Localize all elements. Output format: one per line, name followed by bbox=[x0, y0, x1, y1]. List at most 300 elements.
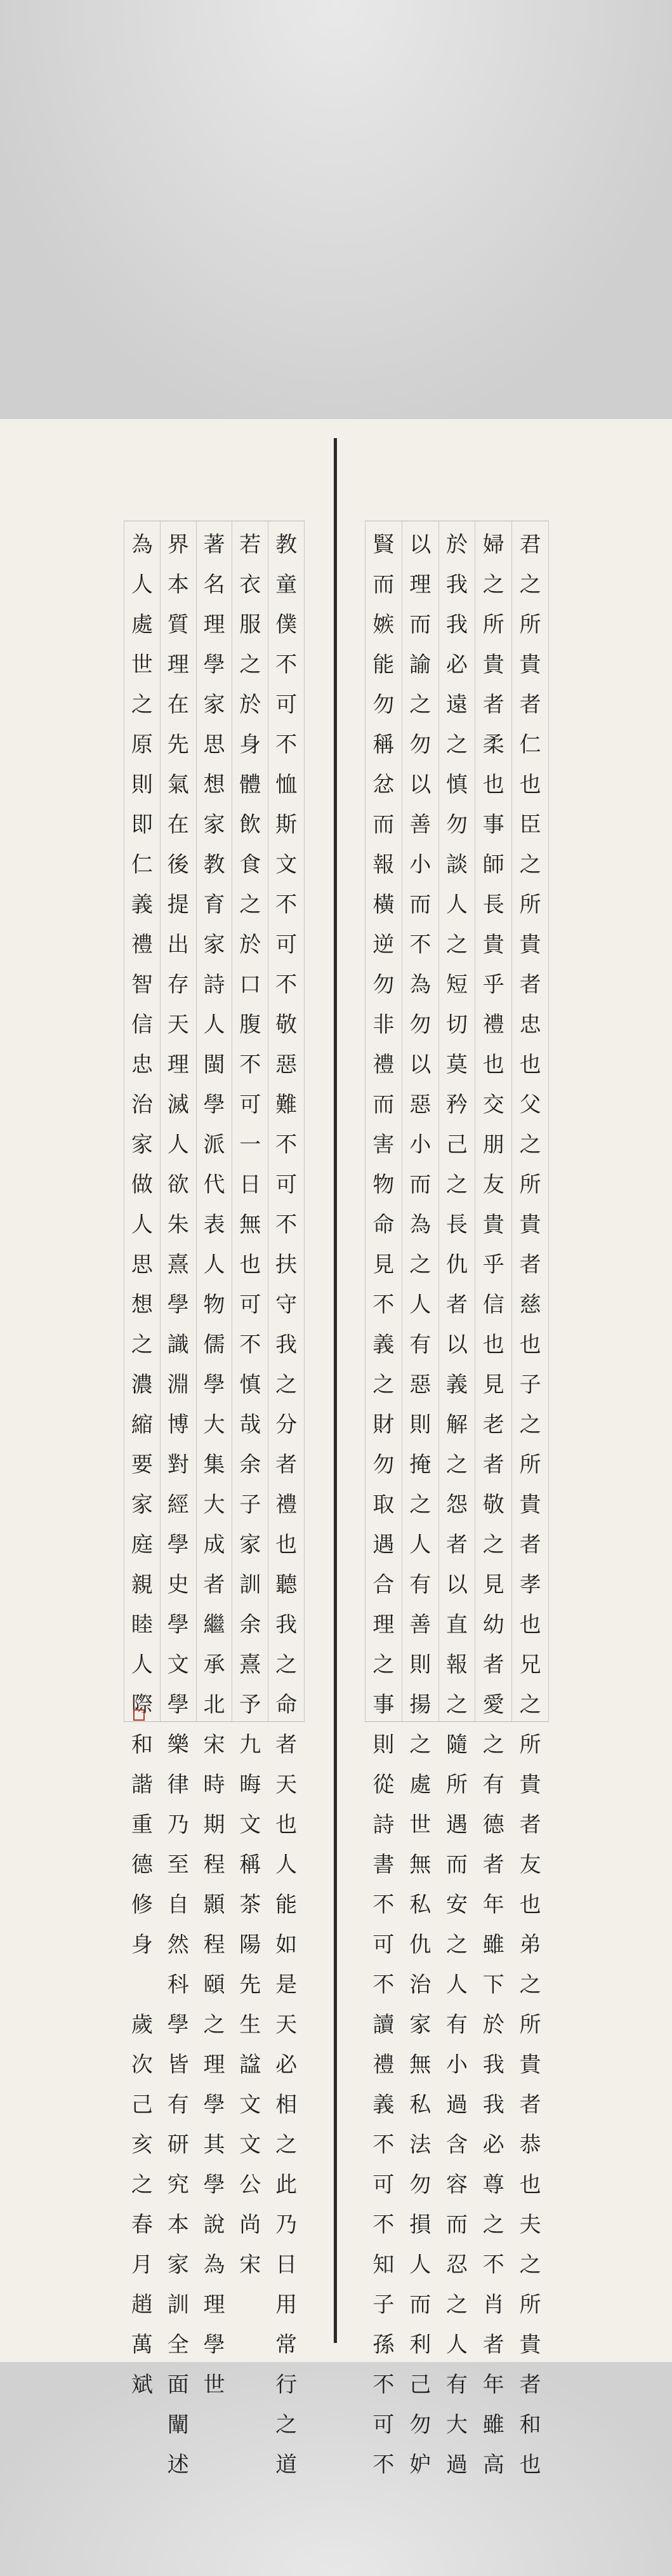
calligraphy-character: 頤 bbox=[203, 1972, 225, 1998]
calligraphy-character: 勿 bbox=[409, 732, 432, 757]
calligraphy-character: 生 bbox=[239, 2012, 261, 2038]
calligraphy-character: 童 bbox=[275, 572, 298, 597]
calligraphy-character: 所 bbox=[519, 892, 541, 918]
calligraphy-character: 有 bbox=[409, 1332, 432, 1358]
calligraphy-character: 原 bbox=[131, 732, 153, 757]
calligraphy-character: 而 bbox=[372, 572, 395, 597]
calligraphy-character: 者 bbox=[519, 1812, 541, 1838]
calligraphy-character: 宋 bbox=[239, 2252, 261, 2278]
calligraphy-character: 究 bbox=[167, 2172, 189, 2198]
calligraphy-character: 所 bbox=[519, 1172, 541, 1198]
calligraphy-character: 學 bbox=[203, 652, 225, 677]
calligraphy-character: 臣 bbox=[519, 812, 541, 838]
calligraphy-character: 兄 bbox=[519, 1652, 541, 1678]
calligraphy-character: 律 bbox=[167, 1772, 189, 1798]
calligraphy-character: 必 bbox=[482, 2132, 504, 2158]
calligraphy-character: 世 bbox=[203, 2372, 225, 2398]
calligraphy-character: 人 bbox=[446, 2332, 468, 2358]
calligraphy-character: 必 bbox=[275, 2052, 298, 2078]
calligraphy-character: 為 bbox=[131, 532, 153, 557]
calligraphy-character: 嫉 bbox=[372, 612, 395, 637]
calligraphy-character: 家 bbox=[203, 932, 225, 958]
calligraphy-character: 子 bbox=[372, 2292, 395, 2318]
calligraphy-character: 之 bbox=[131, 692, 153, 717]
calligraphy-character: 人 bbox=[131, 1652, 153, 1678]
calligraphy-character: 欲 bbox=[167, 1172, 189, 1198]
calligraphy-character: 之 bbox=[446, 732, 468, 757]
calligraphy-character: 無 bbox=[239, 1212, 261, 1238]
calligraphy-character: 善 bbox=[409, 812, 432, 838]
calligraphy-character: 禮 bbox=[131, 932, 153, 958]
calligraphy-character: 之 bbox=[446, 1452, 468, 1478]
calligraphy-character: 可 bbox=[275, 932, 298, 958]
calligraphy-character: 學 bbox=[203, 1372, 225, 1398]
calligraphy-character: 長 bbox=[446, 1212, 468, 1238]
calligraphy-character: 可 bbox=[372, 2172, 395, 2198]
calligraphy-character: 橫 bbox=[372, 892, 395, 918]
calligraphy-character: 之 bbox=[275, 2132, 298, 2158]
calligraphy-character: 訓 bbox=[239, 1572, 261, 1598]
calligraphy-character: 所 bbox=[519, 2012, 541, 2038]
calligraphy-character: 者 bbox=[203, 1572, 225, 1598]
calligraphy-character: 此 bbox=[275, 2172, 298, 2198]
calligraphy-character: 小 bbox=[409, 852, 432, 878]
calligraphy-character: 庭 bbox=[131, 1532, 153, 1558]
calligraphy-character: 不 bbox=[275, 1212, 298, 1238]
calligraphy-character: 訓 bbox=[167, 2292, 189, 2318]
calligraphy-character: 愛 bbox=[482, 1692, 504, 1718]
calligraphy-character: 之 bbox=[519, 1972, 541, 1998]
calligraphy-character: 忠 bbox=[131, 1052, 153, 1078]
calligraphy-character: 理 bbox=[203, 2052, 225, 2078]
calligraphy-character: 不 bbox=[372, 2212, 395, 2238]
calligraphy-character: 而 bbox=[372, 812, 395, 838]
calligraphy-character: 可 bbox=[275, 692, 298, 717]
calligraphy-character: 重 bbox=[131, 1812, 153, 1838]
calligraphy-character: 貴 bbox=[519, 652, 541, 677]
calligraphy-character: 友 bbox=[482, 1172, 504, 1198]
calligraphy-character: 之 bbox=[519, 1132, 541, 1158]
calligraphy-character: 春 bbox=[131, 2212, 153, 2238]
calligraphy-character: 子 bbox=[519, 1372, 541, 1398]
calligraphy-character: 學 bbox=[167, 1612, 189, 1638]
calligraphy-character: 本 bbox=[167, 572, 189, 597]
calligraphy-character: 身 bbox=[131, 1932, 153, 1958]
calligraphy-character: 無 bbox=[409, 1852, 432, 1878]
calligraphy-character: 於 bbox=[239, 692, 261, 717]
calligraphy-character: 見 bbox=[372, 1252, 395, 1278]
calligraphy-character: 於 bbox=[482, 2012, 504, 2038]
calligraphy-character: 趙 bbox=[131, 2292, 153, 2318]
calligraphy-character: 而 bbox=[409, 892, 432, 918]
calligraphy-character: 不 bbox=[372, 1292, 395, 1318]
calligraphy-character: 揚 bbox=[409, 1692, 432, 1718]
calligraphy-character: 私 bbox=[409, 1892, 432, 1918]
calligraphy-character: 哉 bbox=[239, 1412, 261, 1438]
calligraphy-character: 則 bbox=[372, 1732, 395, 1758]
calligraphy-character: 而 bbox=[372, 1092, 395, 1118]
calligraphy-character: 從 bbox=[372, 1772, 395, 1798]
calligraphy-character: 者 bbox=[519, 2092, 541, 2118]
calligraphy-character: 貴 bbox=[519, 932, 541, 958]
calligraphy-character: 亥 bbox=[131, 2132, 153, 2158]
calligraphy-character: 乃 bbox=[275, 2212, 298, 2238]
calligraphy-character: 難 bbox=[275, 1092, 298, 1118]
calligraphy-character: 不 bbox=[372, 2372, 395, 2398]
calligraphy-character: 學 bbox=[203, 2172, 225, 2198]
calligraphy-character: 不 bbox=[372, 2132, 395, 2158]
calligraphy-character: 學 bbox=[203, 1092, 225, 1118]
calligraphy-character: 談 bbox=[446, 852, 468, 878]
calligraphy-character: 理 bbox=[203, 612, 225, 637]
calligraphy-character: 之 bbox=[519, 852, 541, 878]
calligraphy-character: 即 bbox=[131, 812, 153, 838]
calligraphy-character: 者 bbox=[482, 1452, 504, 1478]
calligraphy-character: 之 bbox=[446, 2292, 468, 2318]
calligraphy-character: 之 bbox=[519, 1692, 541, 1718]
calligraphy-character: 者 bbox=[446, 1532, 468, 1558]
calligraphy-character: 義 bbox=[446, 1372, 468, 1398]
calligraphy-character: 矜 bbox=[446, 1092, 468, 1118]
calligraphy-character: 書 bbox=[372, 1852, 395, 1878]
calligraphy-character: 長 bbox=[482, 892, 504, 918]
calligraphy-character: 貴 bbox=[519, 1492, 541, 1518]
calligraphy-character: 也 bbox=[239, 1252, 261, 1278]
calligraphy-character: 是 bbox=[275, 1972, 298, 1998]
calligraphy-character: 親 bbox=[131, 1572, 153, 1598]
calligraphy-character: 口 bbox=[239, 972, 261, 998]
calligraphy-character: 如 bbox=[275, 1932, 298, 1958]
calligraphy-character: 者 bbox=[519, 692, 541, 717]
calligraphy-character: 惡 bbox=[409, 1092, 432, 1118]
calligraphy-character: 予 bbox=[239, 1692, 261, 1718]
calligraphy-character: 家 bbox=[203, 692, 225, 717]
calligraphy-character: 乎 bbox=[482, 972, 504, 998]
calligraphy-character: 惡 bbox=[275, 1052, 298, 1078]
calligraphy-character: 之 bbox=[203, 2012, 225, 2038]
calligraphy-character: 詩 bbox=[203, 972, 225, 998]
calligraphy-character: 程 bbox=[203, 1852, 225, 1878]
calligraphy-character: 之 bbox=[372, 1372, 395, 1398]
calligraphy-character: 直 bbox=[446, 1612, 468, 1638]
calligraphy-character: 述 bbox=[167, 2452, 189, 2478]
calligraphy-character: 短 bbox=[446, 972, 468, 998]
calligraphy-character: 稱 bbox=[239, 1852, 261, 1878]
calligraphy-character: 文 bbox=[275, 852, 298, 878]
calligraphy-character: 表 bbox=[203, 1212, 225, 1238]
calligraphy-character: 之 bbox=[446, 1932, 468, 1958]
calligraphy-character: 人 bbox=[446, 1972, 468, 1998]
calligraphy-character: 之 bbox=[409, 692, 432, 717]
calligraphy-character: 勿 bbox=[372, 1452, 395, 1478]
calligraphy-character: 容 bbox=[446, 2172, 468, 2198]
calligraphy-character: 和 bbox=[519, 2412, 541, 2438]
calligraphy-character: 我 bbox=[482, 2092, 504, 2118]
calligraphy-character: 程 bbox=[203, 1932, 225, 1958]
calligraphy-character: 禮 bbox=[482, 1012, 504, 1038]
calligraphy-character: 承 bbox=[203, 1652, 225, 1678]
calligraphy-character: 財 bbox=[372, 1412, 395, 1438]
text-column bbox=[160, 521, 196, 2478]
calligraphy-character: 熹 bbox=[239, 1652, 261, 1678]
calligraphy-character: 學 bbox=[167, 1292, 189, 1318]
calligraphy-character: 其 bbox=[203, 2132, 225, 2158]
calligraphy-character: 飲 bbox=[239, 812, 261, 838]
calligraphy-character: 日 bbox=[275, 2252, 298, 2278]
calligraphy-character: 際 bbox=[131, 1692, 153, 1718]
calligraphy-character: 仁 bbox=[131, 852, 153, 878]
calligraphy-character: 面 bbox=[167, 2372, 189, 2398]
calligraphy-character: 者 bbox=[275, 1732, 298, 1758]
calligraphy-character: 德 bbox=[482, 1812, 504, 1838]
calligraphy-character: 世 bbox=[409, 1812, 432, 1838]
calligraphy-character: 婦 bbox=[482, 532, 504, 557]
calligraphy-character: 熹 bbox=[167, 1252, 189, 1278]
calligraphy-character: 仁 bbox=[519, 732, 541, 757]
calligraphy-character: 思 bbox=[131, 1252, 153, 1278]
calligraphy-character: 也 bbox=[482, 772, 504, 797]
calligraphy-character: 人 bbox=[409, 1292, 432, 1318]
calligraphy-character: 忍 bbox=[446, 2252, 468, 2278]
calligraphy-character: 守 bbox=[275, 1292, 298, 1318]
calligraphy-character: 勿 bbox=[409, 2412, 432, 2438]
calligraphy-character: 處 bbox=[409, 1772, 432, 1798]
calligraphy-character: 若 bbox=[239, 532, 261, 557]
calligraphy-character: 成 bbox=[203, 1532, 225, 1558]
calligraphy-character: 也 bbox=[519, 2172, 541, 2198]
calligraphy-character: 取 bbox=[372, 1492, 395, 1518]
calligraphy-character: 者 bbox=[519, 2372, 541, 2398]
calligraphy-character: 識 bbox=[167, 1332, 189, 1358]
calligraphy-character: 不 bbox=[275, 892, 298, 918]
calligraphy-character: 人 bbox=[203, 1012, 225, 1038]
calligraphy-character: 善 bbox=[409, 1612, 432, 1638]
calligraphy-character: 物 bbox=[203, 1292, 225, 1318]
calligraphy-character: 人 bbox=[131, 1212, 153, 1238]
calligraphy-character: 有 bbox=[409, 1572, 432, 1598]
calligraphy-character: 友 bbox=[519, 1852, 541, 1878]
calligraphy-character: 也 bbox=[519, 1332, 541, 1358]
calligraphy-character: 年 bbox=[482, 2372, 504, 2398]
calligraphy-character: 過 bbox=[446, 2452, 468, 2478]
calligraphy-character: 父 bbox=[519, 1092, 541, 1118]
calligraphy-character: 僕 bbox=[275, 612, 298, 637]
calligraphy-character: 常 bbox=[275, 2332, 298, 2358]
calligraphy-character: 不 bbox=[409, 932, 432, 958]
calligraphy-character: 想 bbox=[203, 772, 225, 797]
calligraphy-character: 恭 bbox=[519, 2132, 541, 2158]
calligraphy-character: 集 bbox=[203, 1452, 225, 1478]
calligraphy-character: 質 bbox=[167, 612, 189, 637]
calligraphy-character: 慎 bbox=[446, 772, 468, 797]
calligraphy-character: 教 bbox=[275, 532, 298, 557]
calligraphy-character: 先 bbox=[167, 732, 189, 757]
text-column bbox=[402, 521, 438, 2478]
calligraphy-character: 逆 bbox=[372, 932, 395, 958]
calligraphy-character: 處 bbox=[131, 612, 153, 637]
calligraphy-character: 雖 bbox=[482, 2412, 504, 2438]
calligraphy-character: 勿 bbox=[409, 2172, 432, 2198]
calligraphy-character: 朱 bbox=[167, 1212, 189, 1238]
calligraphy-character: 所 bbox=[446, 1772, 468, 1798]
calligraphy-character: 北 bbox=[203, 1692, 225, 1718]
calligraphy-character: 者 bbox=[482, 1652, 504, 1678]
calligraphy-character: 命 bbox=[275, 1692, 298, 1718]
calligraphy-character: 事 bbox=[482, 812, 504, 838]
calligraphy-character: 者 bbox=[519, 1252, 541, 1278]
calligraphy-character: 而 bbox=[446, 1852, 468, 1878]
calligraphy-character: 禮 bbox=[372, 1052, 395, 1078]
calligraphy-character: 衣 bbox=[239, 572, 261, 597]
calligraphy-character: 之 bbox=[446, 1692, 468, 1718]
calligraphy-character: 以 bbox=[409, 1052, 432, 1078]
calligraphy-character: 見 bbox=[482, 1372, 504, 1398]
calligraphy-character: 之 bbox=[482, 572, 504, 597]
calligraphy-character: 不 bbox=[482, 2252, 504, 2278]
calligraphy-character: 身 bbox=[239, 732, 261, 757]
calligraphy-character: 我 bbox=[275, 1332, 298, 1358]
calligraphy-character: 扶 bbox=[275, 1252, 298, 1278]
calligraphy-character: 利 bbox=[409, 2332, 432, 2358]
calligraphy-character: 所 bbox=[519, 1452, 541, 1478]
calligraphy-character: 尊 bbox=[482, 2172, 504, 2198]
calligraphy-character: 可 bbox=[372, 1932, 395, 1958]
calligraphy-character: 也 bbox=[519, 772, 541, 797]
calligraphy-character: 治 bbox=[131, 1092, 153, 1118]
calligraphy-character: 人 bbox=[131, 572, 153, 597]
calligraphy-character: 氣 bbox=[167, 772, 189, 797]
calligraphy-character: 有 bbox=[482, 1772, 504, 1798]
calligraphy-character: 要 bbox=[131, 1452, 153, 1478]
calligraphy-character: 損 bbox=[409, 2212, 432, 2238]
left-calligraphy-panel bbox=[124, 521, 305, 2478]
calligraphy-character: 天 bbox=[275, 2012, 298, 2038]
calligraphy-character: 為 bbox=[409, 972, 432, 998]
calligraphy-character: 陽 bbox=[239, 1932, 261, 1958]
calligraphy-character: 知 bbox=[372, 2252, 395, 2278]
calligraphy-character: 非 bbox=[372, 1012, 395, 1038]
calligraphy-character: 腹 bbox=[239, 1012, 261, 1038]
calligraphy-character: 則 bbox=[409, 1652, 432, 1678]
calligraphy-character: 樂 bbox=[167, 1732, 189, 1758]
calligraphy-character: 私 bbox=[409, 2092, 432, 2118]
calligraphy-character: 則 bbox=[131, 772, 153, 797]
calligraphy-character: 所 bbox=[482, 612, 504, 637]
calligraphy-character: 恤 bbox=[275, 772, 298, 797]
calligraphy-character: 掩 bbox=[409, 1452, 432, 1478]
calligraphy-character: 縮 bbox=[131, 1412, 153, 1438]
calligraphy-character: 貴 bbox=[482, 1212, 504, 1238]
calligraphy-character: 子 bbox=[239, 1492, 261, 1518]
calligraphy-character: 博 bbox=[167, 1412, 189, 1438]
calligraphy-character: 君 bbox=[519, 532, 541, 557]
calligraphy-character: 文 bbox=[167, 1652, 189, 1678]
calligraphy-character: 學 bbox=[167, 2012, 189, 2038]
calligraphy-character: 年 bbox=[482, 1892, 504, 1918]
calligraphy-character: 行 bbox=[275, 2372, 298, 2398]
calligraphy-character: 大 bbox=[446, 2412, 468, 2438]
calligraphy-character: 之 bbox=[446, 932, 468, 958]
calligraphy-character: 之 bbox=[131, 1332, 153, 1358]
calligraphy-character: 報 bbox=[446, 1652, 468, 1678]
calligraphy-character: 法 bbox=[409, 2132, 432, 2158]
calligraphy-character: 不 bbox=[275, 732, 298, 757]
calligraphy-character: 存 bbox=[167, 972, 189, 998]
calligraphy-character: 尚 bbox=[239, 2212, 261, 2238]
calligraphy-character: 學 bbox=[203, 2332, 225, 2358]
calligraphy-character: 自 bbox=[167, 1892, 189, 1918]
calligraphy-character: 而 bbox=[409, 612, 432, 637]
calligraphy-character: 人 bbox=[446, 892, 468, 918]
calligraphy-character: 慎 bbox=[239, 1372, 261, 1398]
calligraphy-character: 為 bbox=[409, 1212, 432, 1238]
calligraphy-character: 而 bbox=[409, 2292, 432, 2318]
calligraphy-character: 余 bbox=[239, 1612, 261, 1638]
calligraphy-character: 所 bbox=[519, 612, 541, 637]
calligraphy-character: 人 bbox=[167, 1132, 189, 1158]
calligraphy-character: 也 bbox=[519, 1892, 541, 1918]
calligraphy-character: 也 bbox=[275, 1532, 298, 1558]
calligraphy-character: 賢 bbox=[372, 532, 395, 557]
calligraphy-character: 之 bbox=[519, 572, 541, 597]
calligraphy-character: 大 bbox=[203, 1412, 225, 1438]
calligraphy-character: 時 bbox=[203, 1772, 225, 1798]
calligraphy-character: 我 bbox=[482, 2052, 504, 2078]
calligraphy-character: 公 bbox=[239, 2172, 261, 2198]
calligraphy-character: 敬 bbox=[482, 1492, 504, 1518]
calligraphy-character: 之 bbox=[131, 2172, 153, 2198]
calligraphy-character: 稱 bbox=[372, 732, 395, 757]
calligraphy-character: 我 bbox=[446, 612, 468, 637]
calligraphy-character: 理 bbox=[203, 2292, 225, 2318]
calligraphy-character: 之 bbox=[409, 1492, 432, 1518]
calligraphy-character: 日 bbox=[239, 1172, 261, 1198]
calligraphy-character: 服 bbox=[239, 612, 261, 637]
calligraphy-character: 人 bbox=[409, 2252, 432, 2278]
calligraphy-character: 我 bbox=[275, 1612, 298, 1638]
calligraphy-character: 師 bbox=[482, 852, 504, 878]
calligraphy-character: 食 bbox=[239, 852, 261, 878]
calligraphy-character: 闡 bbox=[167, 2412, 189, 2438]
calligraphy-character: 怨 bbox=[446, 1492, 468, 1518]
calligraphy-character: 對 bbox=[167, 1452, 189, 1478]
calligraphy-character: 而 bbox=[446, 2212, 468, 2238]
calligraphy-character: 隨 bbox=[446, 1732, 468, 1758]
calligraphy-character: 茶 bbox=[239, 1892, 261, 1918]
calligraphy-character: 我 bbox=[446, 572, 468, 597]
calligraphy-character: 全 bbox=[167, 2332, 189, 2358]
calligraphy-character: 勿 bbox=[372, 972, 395, 998]
calligraphy-character: 者 bbox=[519, 972, 541, 998]
calligraphy-character: 信 bbox=[131, 1012, 153, 1038]
calligraphy-character: 貴 bbox=[519, 2332, 541, 2358]
calligraphy-character: 遇 bbox=[446, 1812, 468, 1838]
calligraphy-character: 害 bbox=[372, 1132, 395, 1158]
calligraphy-character: 德 bbox=[131, 1852, 153, 1878]
calligraphy-character: 夫 bbox=[519, 2212, 541, 2238]
calligraphy-character: 科 bbox=[167, 1972, 189, 1998]
calligraphy-character: 想 bbox=[131, 1292, 153, 1318]
calligraphy-character: 閩 bbox=[203, 1052, 225, 1078]
calligraphy-character: 含 bbox=[446, 2132, 468, 2158]
calligraphy-character: 必 bbox=[446, 652, 468, 677]
calligraphy-character: 家 bbox=[203, 812, 225, 838]
calligraphy-character: 勿 bbox=[446, 812, 468, 838]
calligraphy-character: 之 bbox=[275, 2412, 298, 2438]
wall-shadow-top bbox=[0, 0, 672, 419]
calligraphy-character: 過 bbox=[446, 2092, 468, 2118]
calligraphy-character: 在 bbox=[167, 812, 189, 838]
